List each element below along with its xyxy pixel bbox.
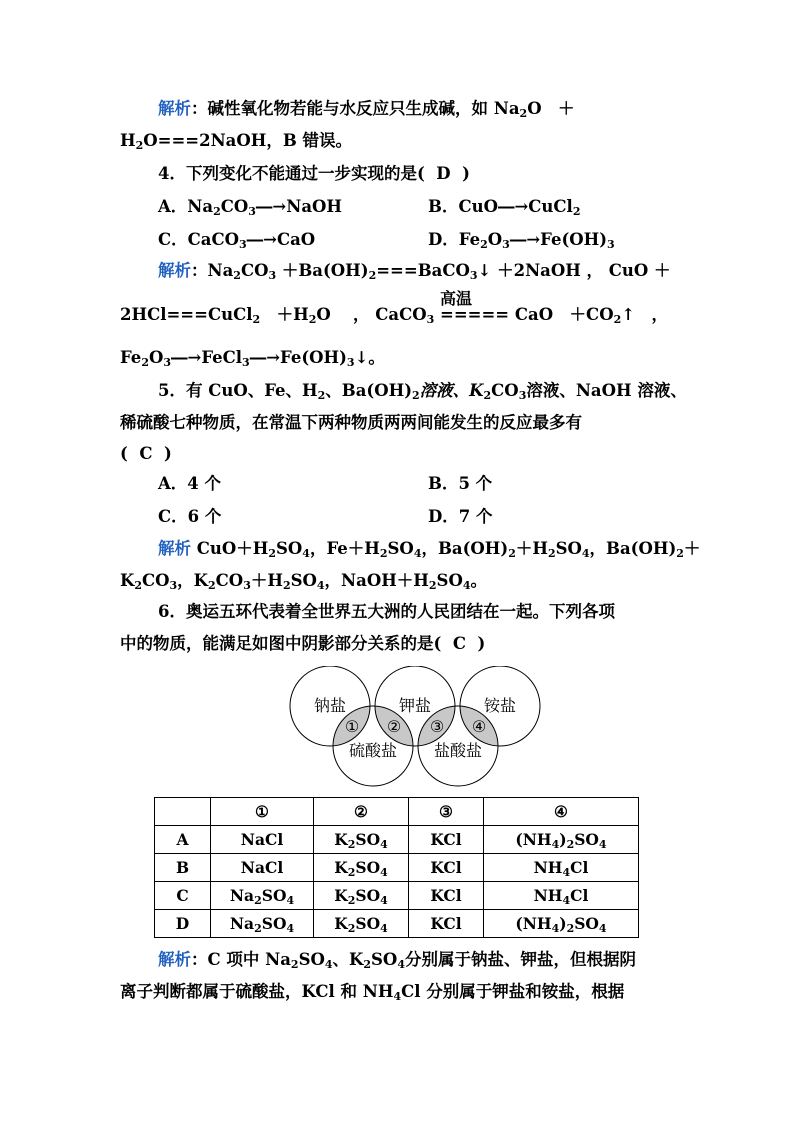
label-potassium-salt: 钾盐 bbox=[398, 696, 432, 715]
question-4-answer: D bbox=[436, 164, 451, 183]
table-header-cell: ① bbox=[211, 798, 314, 826]
analysis-line-1: 解析：碱性氧化物若能与水反应只生成碱，如 $Na_2O$ ＋ bbox=[158, 99, 575, 120]
q4-explanation-line-3: $Fe_2O_3―\to FeCl_3―\to Fe(OH)_3↓$。 bbox=[120, 348, 385, 369]
table-cell: $K_2SO_4$ bbox=[314, 910, 409, 938]
region-number-1: ① bbox=[344, 717, 360, 736]
table-header-row bbox=[155, 798, 639, 826]
table-cell: KCl bbox=[409, 882, 484, 910]
question-5-line-1: 5．有 CuO、Fe、$H_2$、$Ba(OH)_2$溶液、$K_2CO_3$溶液、NaOH 溶液、 bbox=[158, 381, 687, 402]
table-cell: $NH_4Cl$ bbox=[484, 854, 639, 882]
q4-option-c: C．CaCO$_3$―→CaO bbox=[158, 230, 316, 251]
question-5-answer: C bbox=[139, 444, 153, 463]
table-cell: $K_2SO_4$ bbox=[314, 826, 409, 854]
table-row bbox=[155, 826, 639, 854]
row-key: A bbox=[155, 826, 211, 854]
q4-option-a: A．$Na_2CO_3―\to NaOH$ bbox=[158, 197, 342, 218]
olympic-rings-venn-diagram bbox=[285, 666, 545, 792]
table-cell: KCl bbox=[409, 826, 484, 854]
question-6-line-2: 中的物质，能满足如图中阴影部分关系的是( C ) bbox=[120, 634, 486, 653]
table-header-cell bbox=[155, 798, 211, 826]
analysis-label: 解析 bbox=[158, 99, 191, 118]
question-6-answer: C bbox=[452, 634, 466, 653]
analysis-label: 解析 bbox=[158, 261, 191, 280]
table-row bbox=[155, 854, 639, 882]
q4-explanation-line-1: 解析：$Na_2CO_3$ $+Ba(OH)_2===BaCO_3↓$ ＋2NaOH ， CuO ＋ bbox=[158, 261, 671, 282]
table-cell: $(NH_4)_2SO_4$ bbox=[484, 910, 639, 938]
table-cell: $Na_2SO_4$ bbox=[211, 882, 314, 910]
label-sodium-salt: 钠盐 bbox=[313, 696, 347, 715]
table-header-cell: ③ bbox=[409, 798, 484, 826]
condition-high-temperature: 高温 bbox=[440, 289, 473, 308]
q4-option-b: B．CuO―→CuCl$_2$ bbox=[428, 197, 581, 218]
table-cell: $K_2SO_4$ bbox=[314, 882, 409, 910]
analysis-line-2: $H_2O===2NaOH$，B 错误。 bbox=[120, 131, 353, 152]
q5-option-d: D．7 个 bbox=[428, 507, 493, 526]
q5-option-a: A．4 个 bbox=[158, 474, 222, 493]
region-number-2: ② bbox=[386, 717, 402, 736]
q5-option-c: C．6 个 bbox=[158, 507, 222, 526]
q5-explanation-line-2: $K_2CO_3$，$K_2CO_3+H_2SO_4$，$NaOH+H_2SO_4$。 bbox=[120, 571, 487, 592]
table-row bbox=[155, 882, 639, 910]
q4-option-d: D．$Fe_2O_3―\to Fe(OH)_3$ bbox=[428, 230, 615, 251]
region-number-3: ③ bbox=[429, 717, 445, 736]
options-table bbox=[154, 797, 639, 938]
table-cell: $Na_2SO_4$ bbox=[211, 910, 314, 938]
table-cell: $K_2SO_4$ bbox=[314, 854, 409, 882]
q6-explanation-line-1: 解析：C 项中 $Na_2SO_4$、$K_2SO_4$分别属于钠盐、钾盐，但根据阴 bbox=[158, 950, 636, 971]
table-row bbox=[155, 910, 639, 938]
table-cell: KCl bbox=[409, 910, 484, 938]
row-key: D bbox=[155, 910, 211, 938]
q5-explanation-line-1: 解析 $CuO+H_2SO_4$，$Fe+H_2SO_4$，$Ba(OH)_2+H_2SO_4$，$Ba(OH)_2+$ bbox=[158, 539, 701, 560]
question-6-line-1: 6．奥运五环代表着全世界五大洲的人民团结在一起。下列各项 bbox=[158, 602, 615, 621]
table-cell: NaCl bbox=[211, 826, 314, 854]
label-ammonium-salt: 铵盐 bbox=[483, 696, 517, 715]
q4-explanation-line-2: 2HCl===CuCl$_2$ $+H_2O$ ， CaCO$_3$ ===== CaO $+CO_2↑$ ， bbox=[120, 305, 669, 326]
q5-option-b: B．5 个 bbox=[428, 474, 493, 493]
row-key: C bbox=[155, 882, 211, 910]
table-header-cell: ② bbox=[314, 798, 409, 826]
question-5-line-2: 稀硫酸七种物质，在常温下两种物质两两间能发生的反应最多有 bbox=[120, 413, 582, 432]
question-4-stem: 4．下列变化不能通过一步实现的是( D ) bbox=[158, 164, 470, 183]
table-header-cell: ④ bbox=[484, 798, 639, 826]
table-cell: $NH_4Cl$ bbox=[484, 882, 639, 910]
label-chloride: 盐酸盐 bbox=[433, 741, 483, 760]
table-cell: $(NH_4)_2SO_4$ bbox=[484, 826, 639, 854]
question-5-line-3: ( C ) bbox=[120, 444, 172, 463]
row-key: B bbox=[155, 854, 211, 882]
table-cell: NaCl bbox=[211, 854, 314, 882]
label-sulfate: 硫酸盐 bbox=[348, 741, 398, 760]
q6-explanation-line-2: 离子判断都属于硫酸盐，KCl 和 $NH_4Cl$ 分别属于钾盐和铵盐，根据 bbox=[120, 982, 625, 1003]
table-cell: KCl bbox=[409, 854, 484, 882]
region-number-4: ④ bbox=[471, 717, 487, 736]
